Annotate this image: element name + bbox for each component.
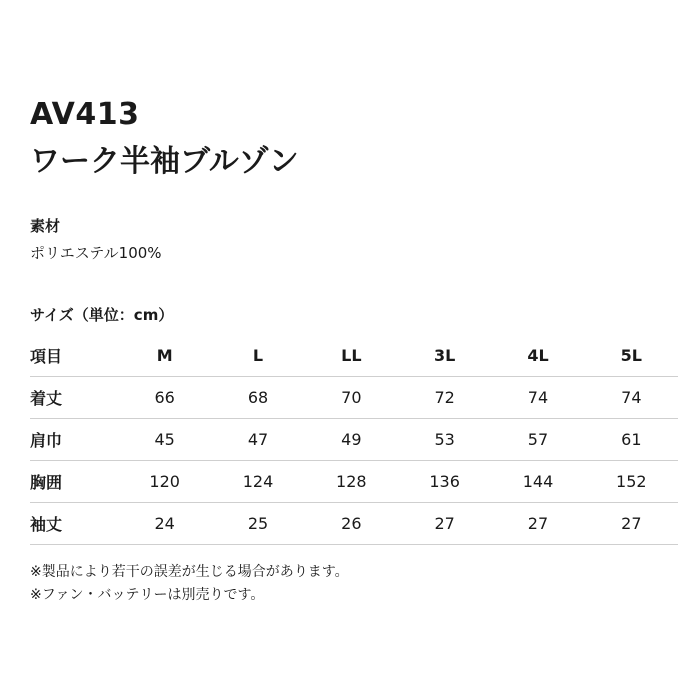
- table-cell: 120: [118, 461, 211, 503]
- row-label-chest: 胸囲: [30, 461, 118, 503]
- table-cell: 49: [305, 419, 398, 461]
- table-row: [30, 461, 678, 503]
- table-cell: 25: [211, 503, 304, 545]
- product-name: ワーク半袖ブルゾン: [30, 144, 299, 179]
- row-label-sleeve: 袖丈: [30, 503, 118, 545]
- header-size-ll: LL: [305, 335, 398, 377]
- table-cell: 68: [211, 377, 304, 419]
- table-row: [30, 377, 678, 419]
- table-cell: 152: [585, 461, 678, 503]
- table-cell: 72: [398, 377, 491, 419]
- material-label: 素材: [30, 217, 61, 235]
- header-size-l: L: [211, 335, 304, 377]
- table-cell: 70: [305, 377, 398, 419]
- table-cell: 45: [118, 419, 211, 461]
- table-cell: 47: [211, 419, 304, 461]
- table-cell: 136: [398, 461, 491, 503]
- material-value: ポリエステル100%: [30, 244, 162, 262]
- header-size-m: M: [118, 335, 211, 377]
- size-table: [30, 335, 678, 545]
- model-number: AV413: [30, 97, 140, 132]
- table-cell: 27: [398, 503, 491, 545]
- table-row: [30, 419, 678, 461]
- table-cell: 26: [305, 503, 398, 545]
- size-section-label: サイズ（単位：cm）: [30, 306, 174, 324]
- header-item: 項目: [30, 335, 118, 377]
- table-cell: 24: [118, 503, 211, 545]
- table-cell: 61: [585, 419, 678, 461]
- row-label-shoulder: 肩巾: [30, 419, 118, 461]
- table-cell: 74: [491, 377, 584, 419]
- table-row: [30, 503, 678, 545]
- note-tolerance: ※製品により若干の誤差が生じる場合があります。: [30, 564, 349, 580]
- header-size-5l: 5L: [585, 335, 678, 377]
- table-cell: 53: [398, 419, 491, 461]
- table-cell: 27: [585, 503, 678, 545]
- table-cell: 144: [491, 461, 584, 503]
- table-cell: 74: [585, 377, 678, 419]
- header-size-4l: 4L: [491, 335, 584, 377]
- note-fan-battery: ※ファン・バッテリーは別売りです。: [30, 587, 265, 603]
- size-table-header-row: [30, 335, 678, 377]
- table-cell: 27: [491, 503, 584, 545]
- table-cell: 124: [211, 461, 304, 503]
- row-label-length: 着丈: [30, 377, 118, 419]
- table-cell: 57: [491, 419, 584, 461]
- header-size-3l: 3L: [398, 335, 491, 377]
- table-cell: 66: [118, 377, 211, 419]
- table-cell: 128: [305, 461, 398, 503]
